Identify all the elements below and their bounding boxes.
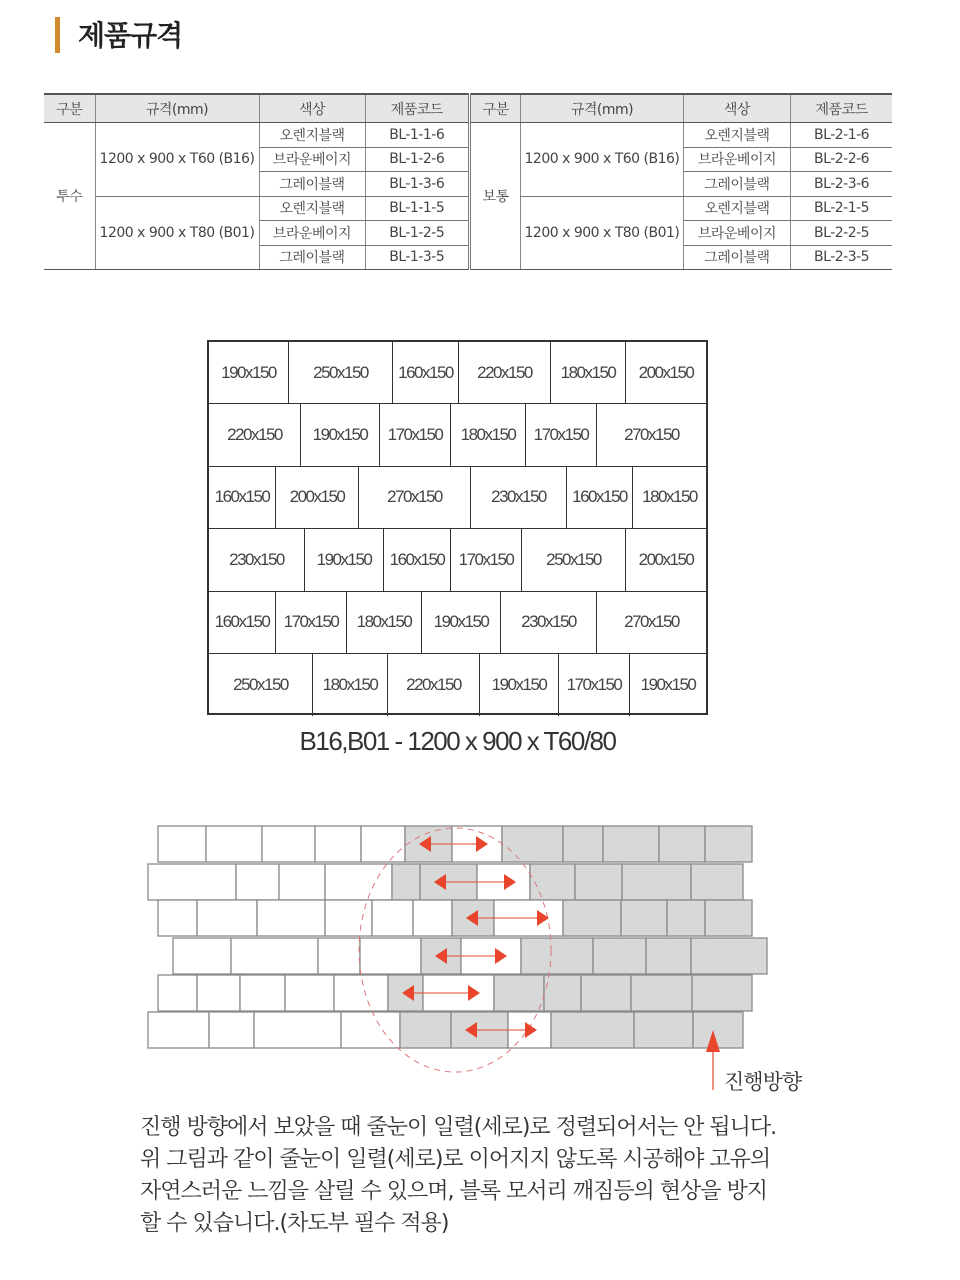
installation-note — [140, 1112, 820, 1240]
paving-block — [257, 900, 325, 936]
brick: 200x150 — [638, 549, 694, 569]
brick: 270x150 — [624, 425, 679, 445]
paving-block — [158, 900, 197, 936]
paving-block — [360, 938, 421, 974]
header-code: 제품코드 — [791, 94, 892, 123]
code-cell: BL-1-2-5 — [365, 221, 468, 246]
paving-block-shaded — [631, 975, 692, 1011]
color-cell: 오렌지블랙 — [683, 196, 790, 221]
brick: 170x150 — [559, 654, 630, 716]
paving-block-shaded — [705, 826, 752, 862]
paving-block-shaded — [502, 826, 563, 862]
paving-block — [341, 1012, 400, 1048]
brick: 230x150 — [209, 529, 305, 590]
paving-block — [254, 1012, 341, 1048]
table-row — [470, 196, 893, 221]
paving-block-shaded — [646, 938, 691, 974]
brick-pattern-layout — [207, 340, 708, 715]
paving-block — [325, 900, 372, 936]
table-row — [44, 196, 468, 221]
paving-block-shaded — [659, 826, 705, 862]
brick: 190x150 — [422, 592, 501, 653]
brick: 200x150 — [276, 467, 359, 528]
paving-block — [372, 900, 413, 936]
paving-block-shaded — [667, 900, 705, 936]
brick: 270x150 — [359, 467, 471, 528]
color-cell: 그레이블랙 — [259, 245, 365, 270]
header-code: 제품코드 — [365, 94, 468, 123]
note-line: 위 그림과 같이 줄눈이 일렬(세로)로 이어지지 않도록 시공해야 고유의 — [140, 1147, 771, 1172]
spec-table-standard — [468, 93, 892, 270]
paving-block — [231, 938, 318, 974]
color-cell: 그레이블랙 — [683, 172, 790, 197]
color-cell: 브라운베이지 — [259, 147, 365, 172]
paving-block — [334, 975, 388, 1011]
brick: 220x150 — [388, 654, 480, 716]
table-row — [470, 123, 893, 148]
paving-block-shaded — [705, 900, 752, 936]
paving-block — [318, 938, 360, 974]
brick: 230x150 — [471, 467, 567, 528]
brick: 170x150 — [451, 529, 522, 590]
brick: 180x150 — [642, 487, 697, 507]
brick-row — [209, 654, 706, 716]
paving-block — [285, 975, 334, 1011]
header-color: 색상 — [683, 94, 790, 123]
brick: 250x150 — [209, 654, 313, 716]
paving-block — [361, 826, 405, 862]
brick: 250x150 — [522, 529, 626, 590]
paving-block-shaded — [575, 864, 622, 900]
header-category: 구분 — [44, 94, 95, 123]
color-cell: 오렌지블랙 — [259, 123, 365, 148]
paving-block-shaded — [691, 938, 767, 974]
note-line: 할 수 있습니다.(차도부 필수 적용) — [140, 1211, 449, 1236]
code-cell: BL-2-1-6 — [791, 123, 892, 148]
paving-block-shaded — [581, 975, 631, 1011]
code-cell: BL-1-1-6 — [365, 123, 468, 148]
paving-block — [173, 938, 231, 974]
header-category: 구분 — [470, 94, 521, 123]
brick-layout-caption: B16,B01 - 1200 x 900 x T60/80 — [299, 726, 616, 756]
brick-row — [209, 592, 706, 654]
section-title: 제품규격 — [78, 19, 183, 52]
header-color: 색상 — [259, 94, 365, 123]
code-cell: BL-1-2-6 — [365, 147, 468, 172]
brick: 190x150 — [480, 654, 559, 716]
brick: 160x150 — [209, 592, 276, 653]
color-cell: 브라운베이지 — [683, 221, 790, 246]
paving-block-shaded — [521, 938, 593, 974]
code-cell: BL-2-3-5 — [791, 245, 892, 270]
brick: 180x150 — [451, 404, 526, 465]
paving-block — [240, 975, 285, 1011]
code-cell: BL-2-3-6 — [791, 172, 892, 197]
brick: 230x150 — [501, 592, 597, 653]
paving-block — [325, 864, 392, 900]
header-size: 규격(mm) — [95, 94, 259, 123]
paving-block — [279, 864, 325, 900]
color-cell: 그레이블랙 — [259, 172, 365, 197]
brick: 200x150 — [638, 362, 694, 382]
brick: 170x150 — [526, 404, 597, 465]
paving-block-shaded — [544, 975, 581, 1011]
paving-block — [262, 826, 315, 862]
size-cell: 1200 x 900 x T60 (B16) — [95, 123, 259, 197]
code-cell: BL-2-1-5 — [791, 196, 892, 221]
brick-row — [209, 404, 706, 466]
brick: 170x150 — [380, 404, 451, 465]
paving-block-shaded — [622, 864, 691, 900]
brick: 160x150 — [209, 467, 276, 528]
paving-block-shaded — [693, 1012, 743, 1048]
brick-row — [209, 467, 706, 529]
brick: 190x150 — [305, 529, 384, 590]
brick-row — [209, 342, 706, 404]
brick: 160x150 — [384, 529, 451, 590]
code-cell: BL-2-2-5 — [791, 221, 892, 246]
direction-label: 진행방향 — [724, 1070, 802, 1094]
paving-block-shaded — [634, 1012, 693, 1048]
paving-block — [158, 826, 206, 862]
note-line: 자연스러운 느낌을 살릴 수 있으며, 블록 모서리 깨짐등의 현상을 방지 — [140, 1179, 767, 1204]
paving-block-shaded — [603, 826, 659, 862]
color-cell: 오렌지블랙 — [259, 196, 365, 221]
brick: 270x150 — [624, 612, 679, 632]
code-cell: BL-1-1-5 — [365, 196, 468, 221]
paving-block-shaded — [593, 938, 646, 974]
spec-table-permeable — [44, 93, 468, 270]
paving-block — [315, 826, 361, 862]
code-cell: BL-2-2-6 — [791, 147, 892, 172]
paving-block-shaded — [494, 975, 544, 1011]
brick: 180x150 — [551, 342, 626, 403]
brick: 250x150 — [289, 342, 393, 403]
brick-row — [209, 529, 706, 591]
code-cell: BL-1-3-5 — [365, 245, 468, 270]
color-cell: 오렌지블랙 — [683, 123, 790, 148]
header-size: 규격(mm) — [521, 94, 684, 123]
color-cell: 그레이블랙 — [683, 245, 790, 270]
category-cell: 투수 — [44, 123, 95, 270]
paving-block-shaded — [563, 900, 621, 936]
paving-block — [158, 975, 197, 1011]
code-cell: BL-1-3-6 — [365, 172, 468, 197]
size-cell: 1200 x 900 x T60 (B16) — [521, 123, 684, 197]
paving-block — [206, 826, 262, 862]
brick: 160x150 — [567, 467, 633, 528]
paving-block-shaded — [691, 864, 743, 900]
brick: 180x150 — [347, 592, 422, 653]
brick: 220x150 — [209, 404, 301, 465]
size-cell: 1200 x 900 x T80 (B01) — [521, 196, 684, 270]
paving-block-shaded — [563, 826, 603, 862]
paving-block — [148, 1012, 209, 1048]
paving-block-shaded — [551, 1012, 634, 1048]
table-row — [44, 123, 468, 148]
paving-block-shaded — [530, 864, 575, 900]
paving-block — [148, 864, 236, 900]
paving-block — [236, 864, 279, 900]
paving-block — [197, 900, 257, 936]
title-accent-bar — [55, 17, 60, 53]
color-cell: 브라운베이지 — [259, 221, 365, 246]
brick: 180x150 — [313, 654, 388, 716]
joint-alignment-diagram — [0, 790, 960, 1090]
brick: 170x150 — [276, 592, 347, 653]
brick: 220x150 — [459, 342, 551, 403]
brick: 160x150 — [393, 342, 459, 403]
paving-block-shaded — [392, 864, 420, 900]
paving-block-shaded — [400, 1012, 451, 1048]
paving-block — [209, 1012, 254, 1048]
brick: 190x150 — [301, 404, 380, 465]
paving-block-shaded — [621, 900, 667, 936]
color-cell: 브라운베이지 — [683, 147, 790, 172]
brick: 190x150 — [640, 675, 696, 695]
paving-illustration — [148, 826, 767, 1048]
brick: 190x150 — [209, 342, 289, 403]
paving-block-shaded — [692, 975, 752, 1011]
paving-block — [197, 975, 240, 1011]
paving-block — [413, 900, 452, 936]
note-line: 진행 방향에서 보았을 때 줄눈이 일렬(세로)로 정렬되어서는 안 됩니다. — [140, 1115, 777, 1140]
category-cell: 보통 — [470, 123, 521, 270]
size-cell: 1200 x 900 x T80 (B01) — [95, 196, 259, 270]
